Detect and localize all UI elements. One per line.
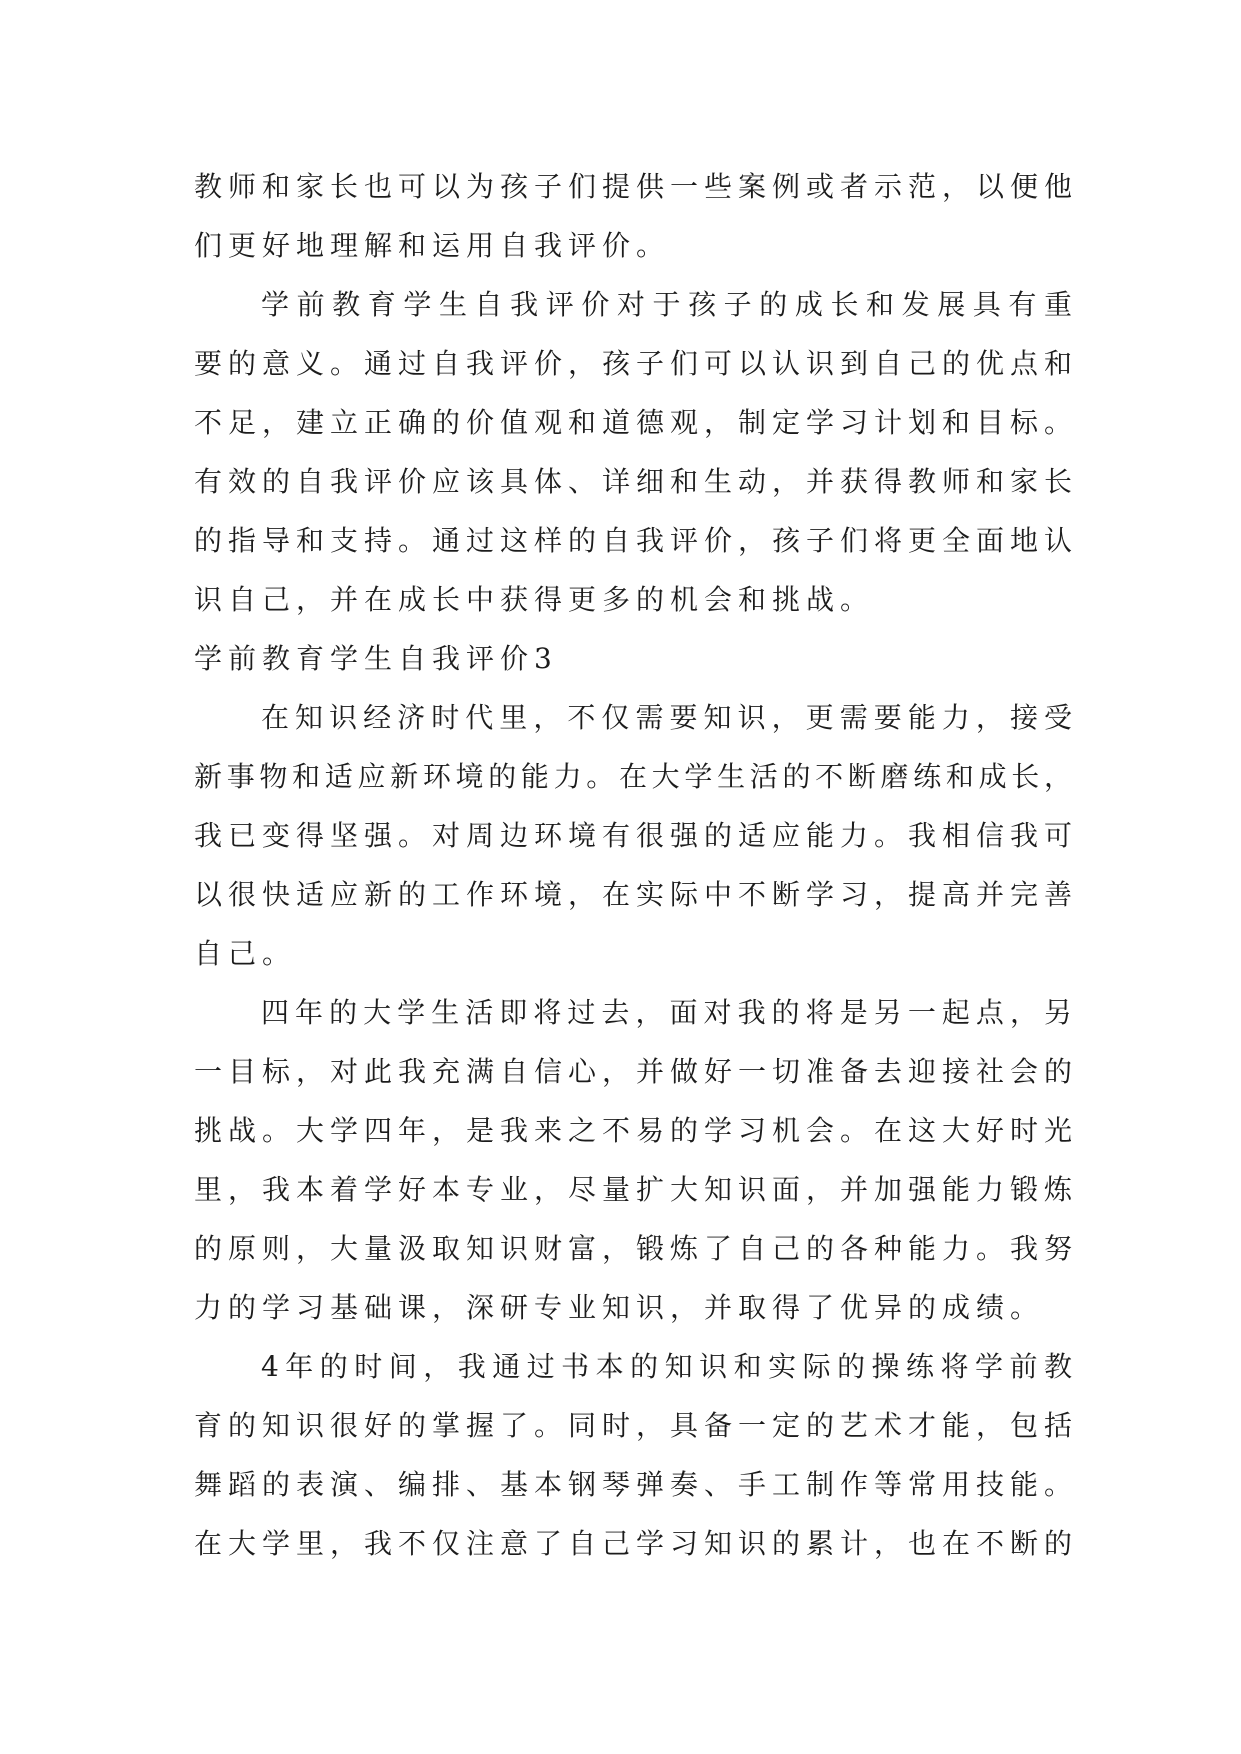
paragraph-line: 识自己，并在成长中获得更多的机会和挑战。 bbox=[194, 583, 875, 616]
paragraph-line: 不足，建立正确的价值观和道德观，制定学习计划和目标。 bbox=[194, 406, 1076, 439]
paragraph-line: 在大学里，我不仅注意了自己学习知识的累计，也在不断的 bbox=[194, 1527, 1076, 1560]
paragraph-line: 育的知识很好的掌握了。同时，具备一定的艺术才能，包括 bbox=[194, 1409, 1076, 1442]
paragraph-line: 以很快适应新的工作环境，在实际中不断学习，提高并完善 bbox=[194, 878, 1076, 911]
paragraph-line: 学前教育学生自我评价对于孩子的成长和发展具有重 bbox=[261, 288, 1076, 321]
paragraph-line: 力的学习基础课，深研专业知识，并取得了优异的成绩。 bbox=[194, 1291, 1045, 1324]
paragraph-line: 教师和家长也可以为孩子们提供一些案例或者示范，以便他 bbox=[194, 170, 1076, 203]
paragraph-line: 4年的时间，我通过书本的知识和实际的操练将学前教 bbox=[261, 1350, 1076, 1383]
paragraph-line: 们更好地理解和运用自我评价。 bbox=[194, 229, 671, 262]
paragraph-line: 里，我本着学好本专业，尽量扩大知识面，并加强能力锻炼 bbox=[194, 1173, 1076, 1206]
paragraph-line: 在知识经济时代里，不仅需要知识，更需要能力，接受 bbox=[261, 701, 1076, 734]
paragraph bbox=[194, 983, 1076, 1337]
paragraph-line: 我已变得坚强。对周边环境有很强的适应能力。我相信我可 bbox=[194, 819, 1076, 852]
paragraph-line: 要的意义。通过自我评价，孩子们可以认识到自己的优点和 bbox=[194, 347, 1076, 380]
paragraph-line: 舞蹈的表演、编排、基本钢琴弹奏、手工制作等常用技能。 bbox=[194, 1468, 1076, 1501]
paragraph bbox=[194, 157, 1076, 275]
paragraph bbox=[194, 275, 1076, 629]
paragraph bbox=[194, 688, 1076, 983]
paragraph-line: 自己。 bbox=[194, 937, 297, 970]
paragraph-line: 挑战。大学四年，是我来之不易的学习机会。在这大好时光 bbox=[194, 1114, 1076, 1147]
paragraph-line: 的指导和支持。通过这样的自我评价，孩子们将更全面地认 bbox=[194, 524, 1076, 557]
paragraph-line: 的原则，大量汲取知识财富，锻炼了自己的各种能力。我努 bbox=[194, 1232, 1076, 1265]
paragraph-line: 一目标，对此我充满自信心，并做好一切准备去迎接社会的 bbox=[194, 1055, 1076, 1088]
section-heading: 学前教育学生自我评价3 bbox=[194, 642, 558, 675]
paragraph-line: 新事物和适应新环境的能力。在大学生活的不断磨练和成长， bbox=[194, 760, 1076, 793]
document-body bbox=[194, 157, 1076, 1573]
paragraph-line: 四年的大学生活即将过去，面对我的将是另一起点，另 bbox=[261, 996, 1076, 1029]
paragraph bbox=[194, 1337, 1076, 1573]
paragraph-line: 有效的自我评价应该具体、详细和生动，并获得教师和家长 bbox=[194, 465, 1076, 498]
